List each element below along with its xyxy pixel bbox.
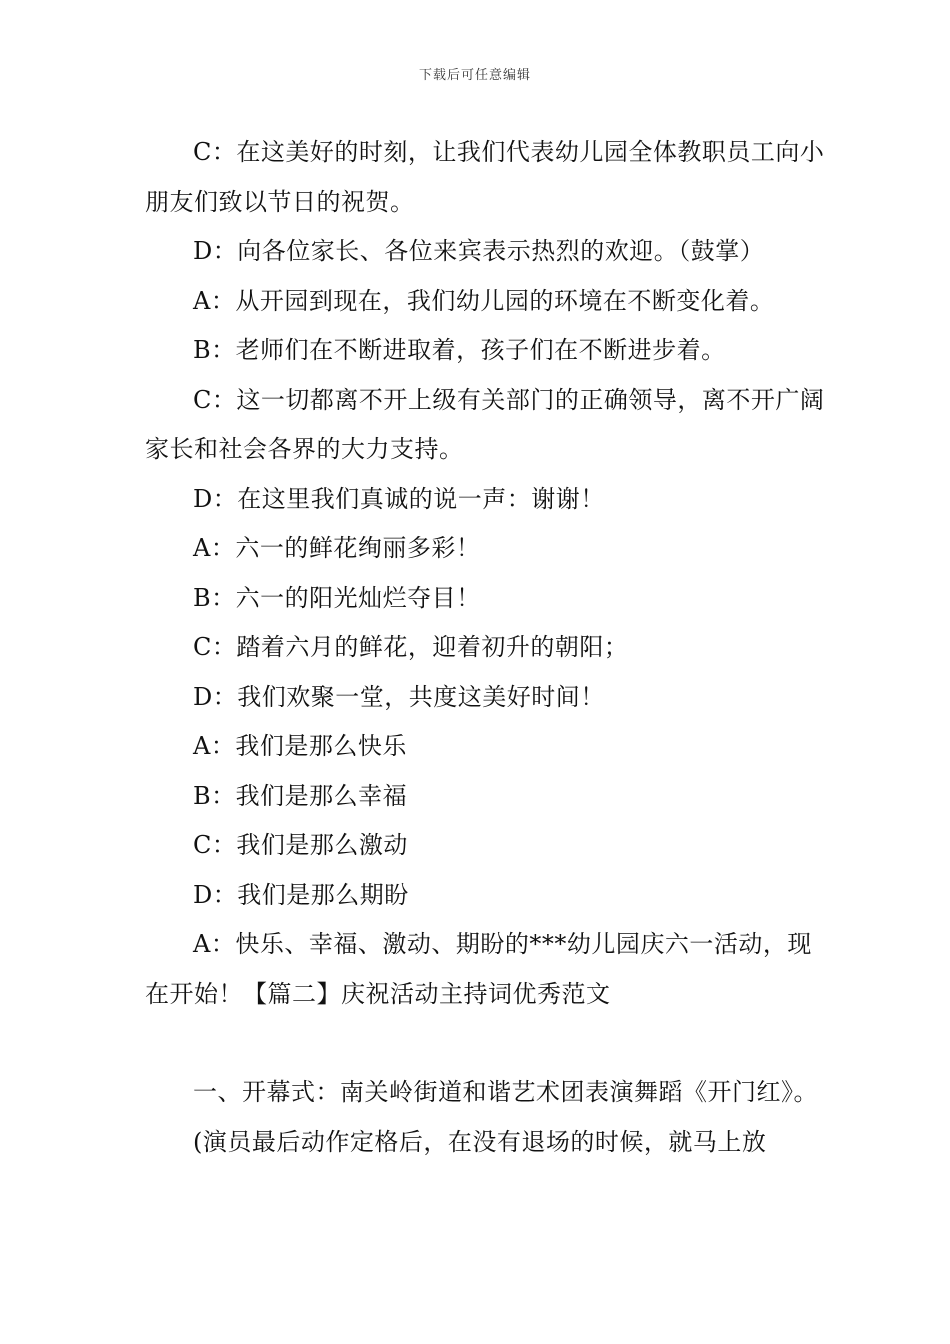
paragraph: B：老师们在不断进取着，孩子们在不断进步着。: [193, 336, 726, 364]
section-paragraph: 一、开幕式：南关岭街道和谐艺术团表演舞蹈《开门红》。: [193, 1078, 818, 1106]
paragraph: A：六一的鲜花绚丽多彩！: [193, 534, 481, 562]
paragraph: D：我们欢聚一堂，共度这美好时间！: [193, 682, 605, 711]
document-body: [145, 128, 825, 1167]
paragraph: A：快乐、幸福、激动、期盼的***幼儿园庆六一活动，现在开始！【篇二】庆祝活动主持词优秀范文: [145, 930, 812, 1008]
paragraph: D：我们是那么期盼: [193, 880, 409, 909]
paragraph: C：踏着六月的鲜花，迎着初升的朝阳；: [193, 633, 629, 661]
paragraph: (演员最后动作定格后，在没有退场的时候，就马上放: [193, 1127, 767, 1156]
paragraph: D：向各位家长、各位来宾表示热烈的欢迎。（鼓掌）: [193, 237, 765, 265]
paragraph: A：我们是那么快乐: [193, 732, 407, 760]
page-header: 下载后可任意编辑: [418, 68, 531, 83]
paragraph: C：在这美好的时刻，让我们代表幼儿园全体教职员工向小朋友们致以节日的祝贺。: [145, 138, 825, 216]
paragraph: C：我们是那么激动: [193, 831, 408, 859]
paragraph: B：六一的阳光灿烂夺目！: [193, 583, 481, 612]
paragraph: A：从开园到现在，我们幼儿园的环境在不断变化着。: [193, 286, 775, 315]
paragraph: D：在这里我们真诚的说一声：谢谢！: [193, 484, 605, 513]
paragraph: B：我们是那么幸福: [193, 781, 408, 810]
paragraph: C：这一切都离不开上级有关部门的正确领导，离不开广阔家长和社会各界的大力支持。: [145, 385, 825, 463]
